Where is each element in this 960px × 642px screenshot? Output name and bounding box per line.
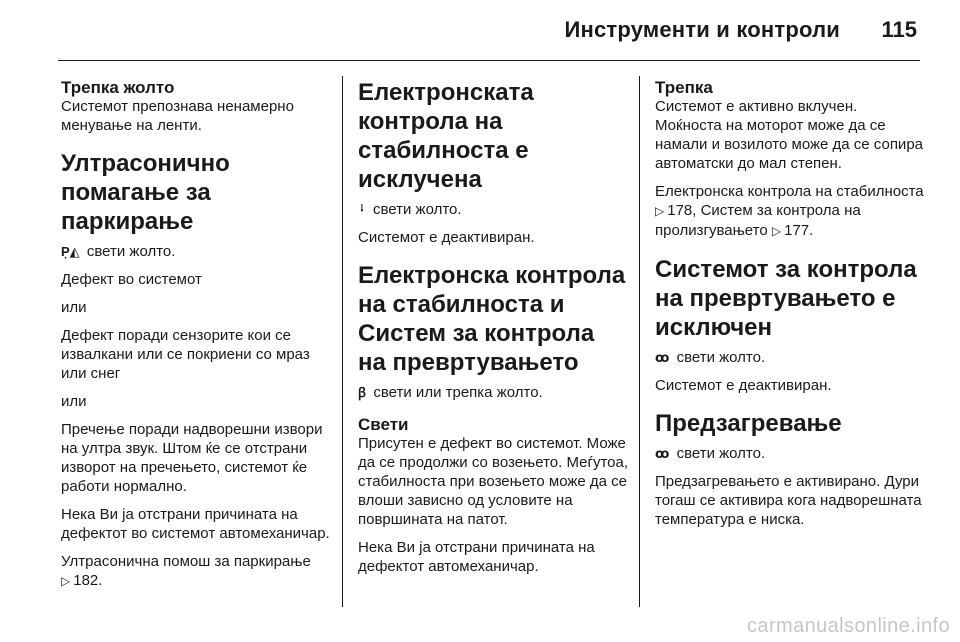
column-divider-1 [342, 76, 343, 607]
repair-text: Нека Ви ја отстрани причината на дефектот во системот автомеханичар. [61, 506, 330, 542]
flash-text-2: Системот е активно вклучен. Моќноста на моторот може да се намали и возилото може да се сопира автоматски до мал степен. [655, 98, 924, 172]
lit-heading: Свети [358, 415, 409, 434]
lit-text: Присутен е дефект во системот. Може да се продолжи со возењето. Меѓутоа, стабилноста при возењето може да се влоши зависно од условите на површината на патот. [358, 435, 628, 528]
or-text-2: или [61, 393, 87, 410]
flash-text: Системот препознава ненамерно менување на ленти. [61, 98, 294, 134]
column-1 [61, 78, 333, 600]
preheating-coil-icon: ꝏ [655, 446, 670, 461]
esc-off-icon: ᛍ [358, 202, 366, 217]
esc-rollover-title: Електронска контрола на стабилноста и Систем за контрола на превртувањето [358, 262, 626, 376]
esc-rollover-lit: свети или трепка жолто. [373, 384, 543, 401]
preheating-lit: свети жолто. [676, 445, 766, 462]
esc-rollover-icon: ꞵ [358, 385, 367, 400]
rollover-off-title: Системот за контрола на превртувањето е исключен [655, 256, 917, 341]
parking-ref-text: Ултрасонична помош за паркирање [61, 553, 311, 570]
traction-ref-page[interactable]: 177. [784, 222, 814, 239]
rollover-off-text: Системот е деактивиран. [655, 377, 832, 394]
rollover-off-icon: ꝏ [655, 350, 670, 365]
header-rule [58, 60, 920, 61]
column-3 [655, 78, 925, 538]
fault-sensors-text: Дефект поради сензорите кои се извалкани или се покриени со мраз или снег [61, 327, 310, 382]
page-ref-arrow-icon[interactable]: ▷ [655, 204, 665, 218]
esc-ref-page[interactable]: 178, Систем за контрола на пролизгувањето [655, 202, 861, 239]
interference-text: Пречење поради надворешни извори на ултра звук. Штом ќе се отстрани изворот на пречењето, системот ќе работи нормално. [61, 421, 323, 495]
rollover-off-lit: свети жолто. [676, 349, 766, 366]
page-ref-arrow-icon[interactable]: ▷ [771, 224, 782, 238]
watermark: carmanualsonline.info [747, 615, 950, 637]
preheating-title: Предзагревање [655, 410, 842, 437]
esc-off-text: Системот е деактивиран. [358, 229, 535, 246]
or-text-1: или [61, 299, 87, 316]
flash-heading: Трепка жолто [61, 78, 175, 97]
esc-ref-text: Електронска контрола на стабилноста [655, 183, 924, 200]
fault-system-text: Дефект во системот [61, 271, 202, 288]
flash-heading-2: Трепка [655, 78, 713, 97]
parking-assist-icon: P͎◭ [61, 244, 80, 259]
page-ref-arrow-icon[interactable]: ▷ [61, 574, 71, 588]
esc-off-lit: свети жолто. [372, 201, 462, 218]
parking-assist-title: Ултрасонично помагање за паркирање [61, 150, 230, 235]
esc-off-title: Електронската контрола на стабилноста е исклучена [358, 79, 534, 193]
parking-ref-page[interactable]: 182. [73, 572, 103, 589]
preheating-text: Предзагревањето е активирано. Дури тогаш се активира кога надворешната температура е ниска. [655, 473, 922, 528]
page-number: 115 [881, 17, 917, 42]
esc-repair-text: Нека Ви ја отстрани причината на дефектот автомеханичар. [358, 539, 595, 575]
column-divider-2 [639, 76, 640, 607]
page-header [0, 0, 960, 62]
chapter-title: Инструменти и контроли [564, 17, 840, 42]
parking-lit-text: свети жолто. [86, 243, 176, 260]
column-2 [358, 78, 628, 585]
